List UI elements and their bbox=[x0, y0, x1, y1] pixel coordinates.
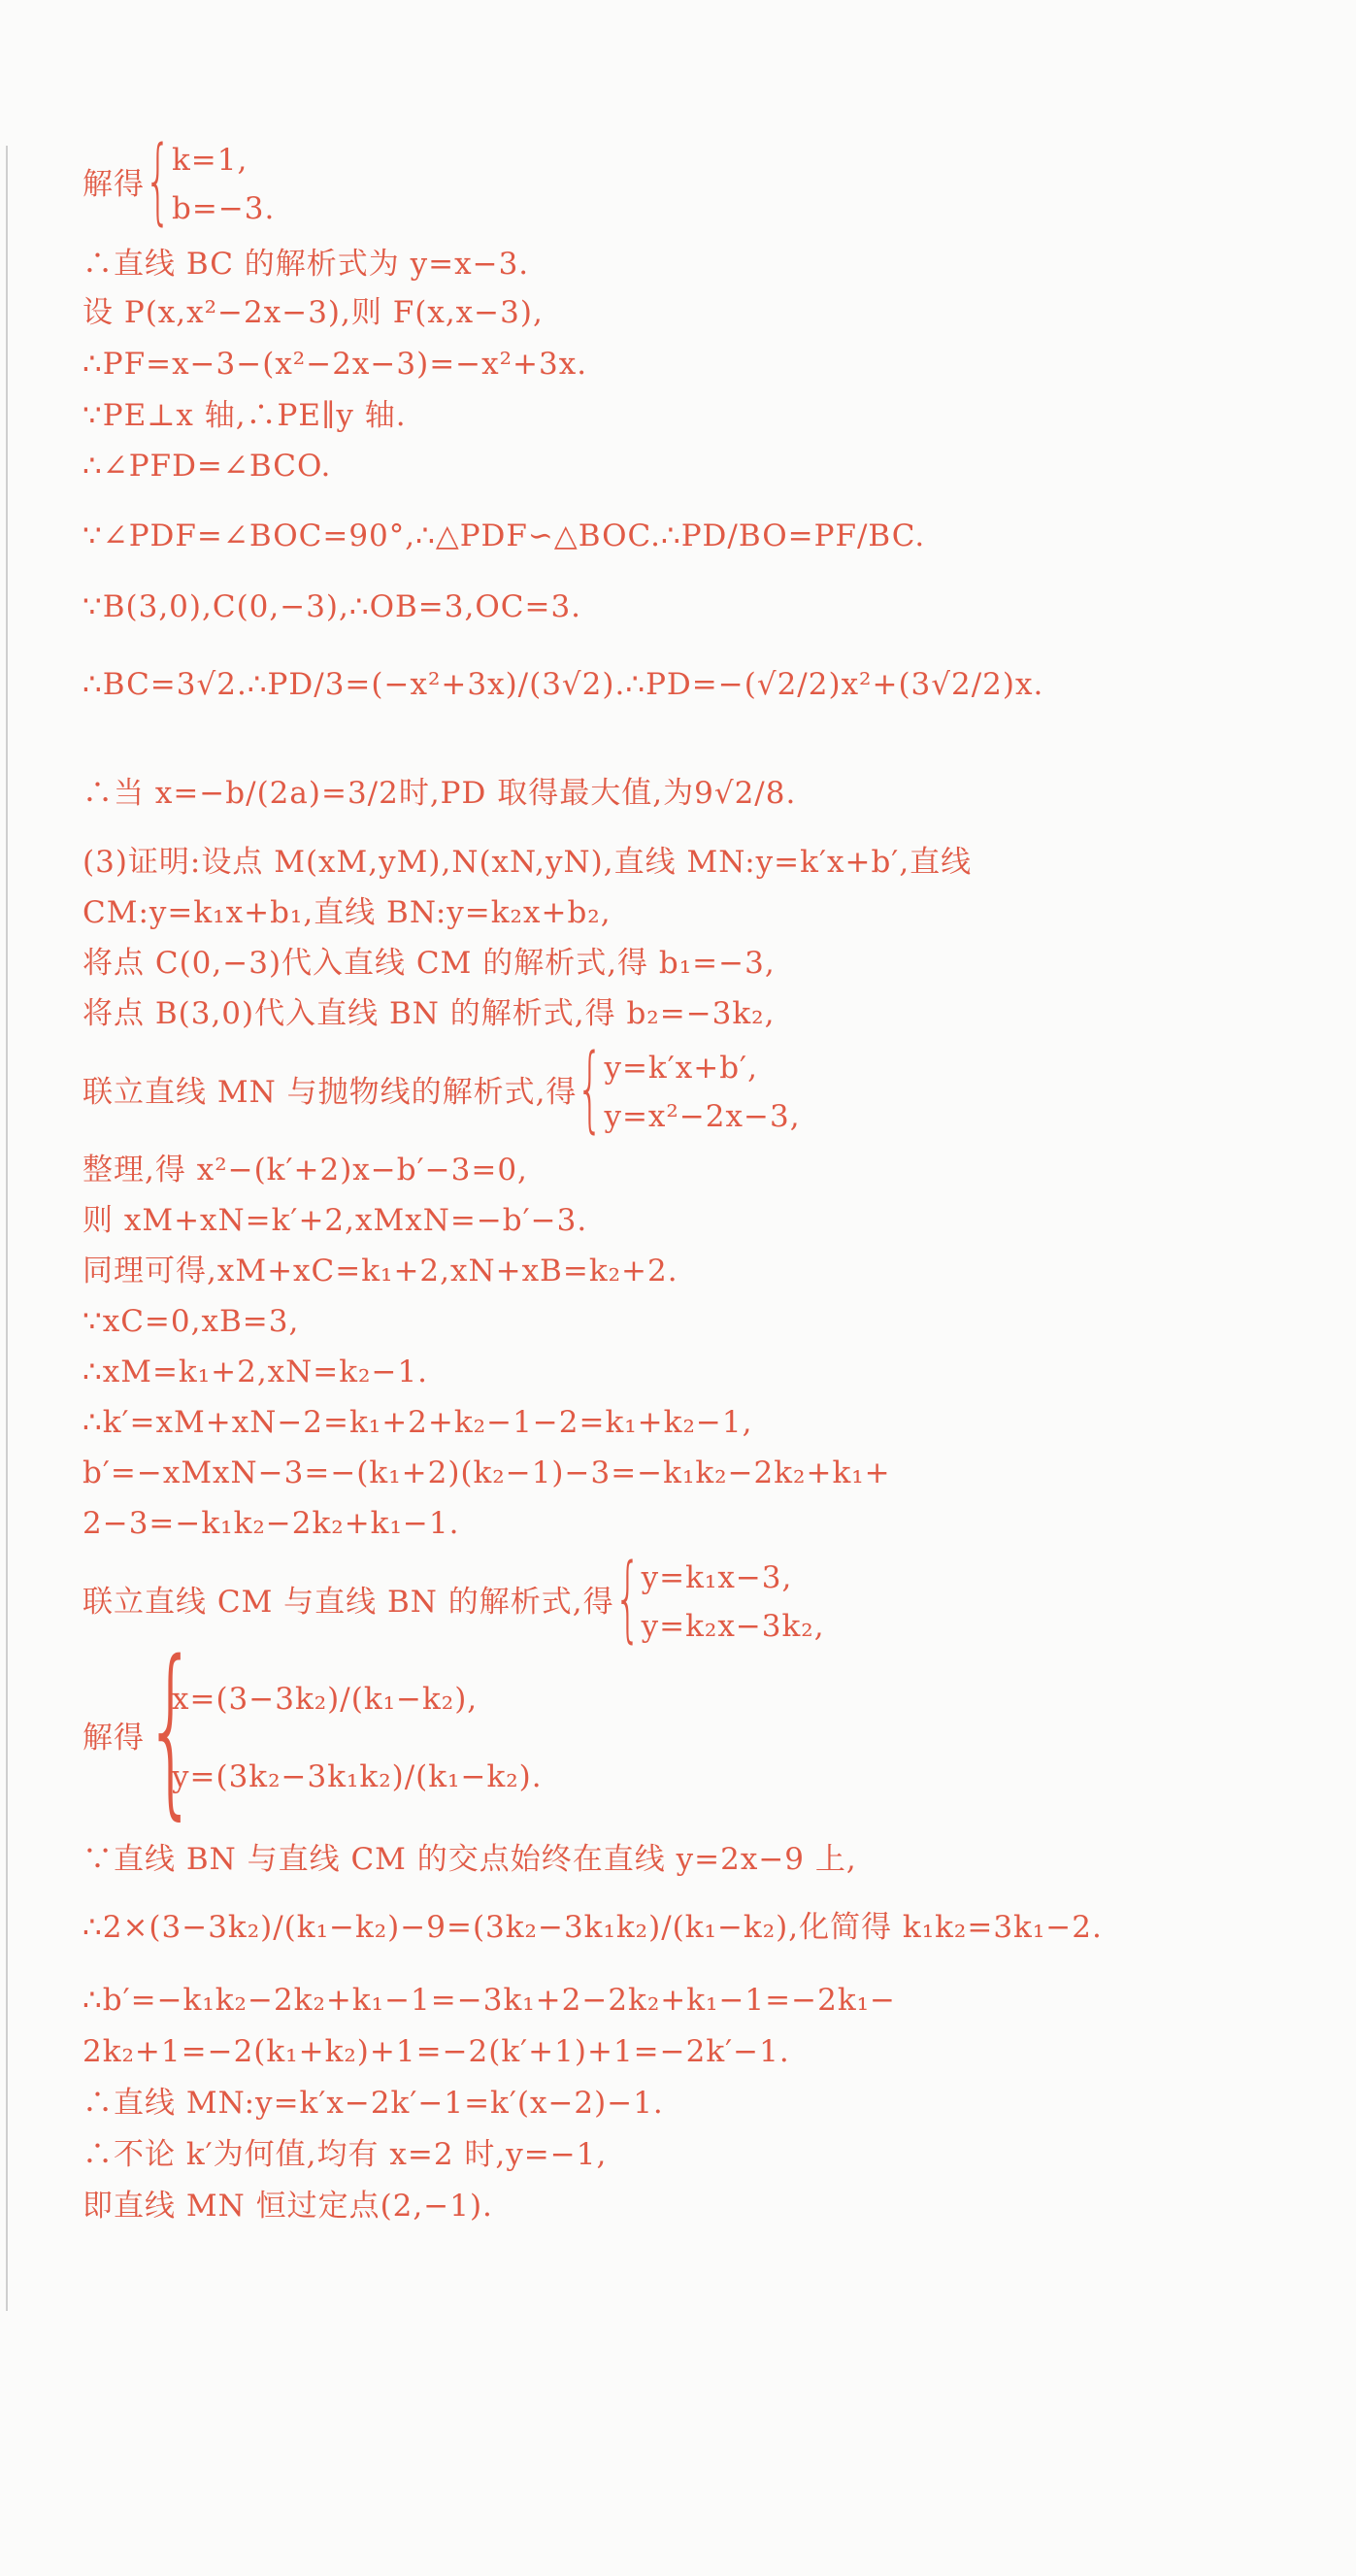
text-line: ∴xM=k₁+2,xN=k₂−1. bbox=[83, 1355, 429, 1389]
text-line: ∴k′=xM+xN−2=k₁+2+k₂−1−2=k₁+k₂−1, bbox=[83, 1405, 753, 1440]
text-line: ∵B(3,0),C(0,−3),∴OB=3,OC=3. bbox=[83, 589, 582, 624]
eq-parabola: y=x²−2x−3, bbox=[604, 1099, 801, 1134]
mn-parabola-system bbox=[83, 1034, 801, 1143]
text-line: ∴直线 BC 的解析式为 y=x−3. bbox=[83, 247, 530, 282]
eq-y: y=(3k₂−3k₁k₂)/(k₁−k₂). bbox=[172, 1759, 543, 1794]
text-line: ∴直线 MN:y=k′x−2k′−1=k′(x−2)−1. bbox=[83, 2086, 664, 2121]
system-intro: 联立直线 CM 与直线 BN 的解析式,得 bbox=[83, 1585, 614, 1620]
eq-line: y=k′x+b′, bbox=[604, 1051, 758, 1086]
text-line: 即直线 MN 恒过定点(2,−1). bbox=[83, 2189, 493, 2224]
text-line: ∴∠PFD=∠BCO. bbox=[83, 449, 332, 484]
text-line: ∴不论 k′为何值,均有 x=2 时,y=−1, bbox=[83, 2137, 608, 2172]
text-line: b′=−xMxN−3=−(k₁+2)(k₂−1)−3=−k₁k₂−2k₂+k₁+ bbox=[83, 1455, 891, 1490]
system-lines bbox=[604, 1044, 800, 1141]
brace-icon: { bbox=[145, 126, 172, 235]
text-line: 设 P(x,x²−2x−3),则 F(x,x−3), bbox=[83, 295, 544, 330]
text-line: 同理可得,xM+xC=k₁+2,xN+xB=k₂+2. bbox=[83, 1254, 678, 1288]
eq-x: x=(3−3k₂)/(k₁−k₂), bbox=[172, 1682, 479, 1717]
text-line: ∵xC=0,xB=3, bbox=[83, 1304, 300, 1339]
text-line: 则 xM+xN=k′+2,xMxN=−b′−3. bbox=[83, 1203, 588, 1238]
brace-icon: { bbox=[145, 1622, 198, 1836]
text-line: 2k₂+1=−2(k₁+k₂)+1=−2(k′+1)+1=−2k′−1. bbox=[83, 2034, 790, 2069]
eq-cm: y=k₁x−3, bbox=[641, 1560, 793, 1595]
text-line: 将点 C(0,−3)代入直线 CM 的解析式,得 b₁=−3, bbox=[83, 946, 776, 981]
system-lines bbox=[172, 1660, 543, 1816]
eq-bn: y=k₂x−3k₂, bbox=[641, 1609, 825, 1644]
eq-b: b=−3. bbox=[172, 191, 276, 226]
system-intro: 联立直线 MN 与抛物线的解析式,得 bbox=[83, 1075, 578, 1110]
solve-xy-system bbox=[83, 1622, 543, 1836]
text-line: ∵∠PDF=∠BOC=90°,∴△PDF∽△BOC.∴PD/BO=PF/BC. bbox=[83, 519, 926, 553]
text-line: ∴b′=−k₁k₂−2k₂+k₁−1=−3k₁+2−2k₂+k₁−1=−2k₁− bbox=[83, 1983, 897, 2018]
text-line: 2−3=−k₁k₂−2k₂+k₁−1. bbox=[83, 1506, 460, 1541]
brace-icon: { bbox=[613, 1544, 642, 1653]
text-line: 将点 B(3,0)代入直线 BN 的解析式,得 b₂=−3k₂, bbox=[83, 996, 776, 1031]
eq-k: k=1, bbox=[172, 143, 248, 178]
text-line: (3)证明:设点 M(xM,yM),N(xN,yN),直线 MN:y=k′x+b′,直线 bbox=[83, 845, 973, 880]
label-jiede: 解得 bbox=[83, 1721, 145, 1756]
text-line: ∵PE⊥x 轴,∴PE∥y 轴. bbox=[83, 398, 407, 433]
label-jiede: 解得 bbox=[83, 167, 145, 202]
text-line: ∴2×(3−3k₂)/(k₁−k₂)−9=(3k₂−3k₁k₂)/(k₁−k₂),化简得 k₁k₂=3k₁−2. bbox=[83, 1910, 1103, 1945]
text-line: CM:y=k₁x+b₁,直线 BN:y=k₂x+b₂, bbox=[83, 895, 612, 930]
text-line: 整理,得 x²−(k′+2)x−b′−3=0, bbox=[83, 1153, 528, 1188]
brace-icon: { bbox=[577, 1034, 605, 1143]
system-lines bbox=[642, 1554, 825, 1651]
text-line: ∴BC=3√2.∴PD/3=(−x²+3x)/(3√2).∴PD=−(√2/2)x²+(3√2/2)x. bbox=[83, 667, 1044, 702]
text-line: ∴PF=x−3−(x²−2x−3)=−x²+3x. bbox=[83, 347, 588, 382]
text-line: ∴当 x=−b/(2a)=3/2时,PD 取得最大值,为9√2/8. bbox=[83, 776, 797, 811]
solve-kb-system bbox=[83, 126, 276, 235]
system-lines bbox=[172, 136, 275, 233]
text-line: ∵直线 BN 与直线 CM 的交点始终在直线 y=2x−9 上, bbox=[83, 1842, 857, 1877]
